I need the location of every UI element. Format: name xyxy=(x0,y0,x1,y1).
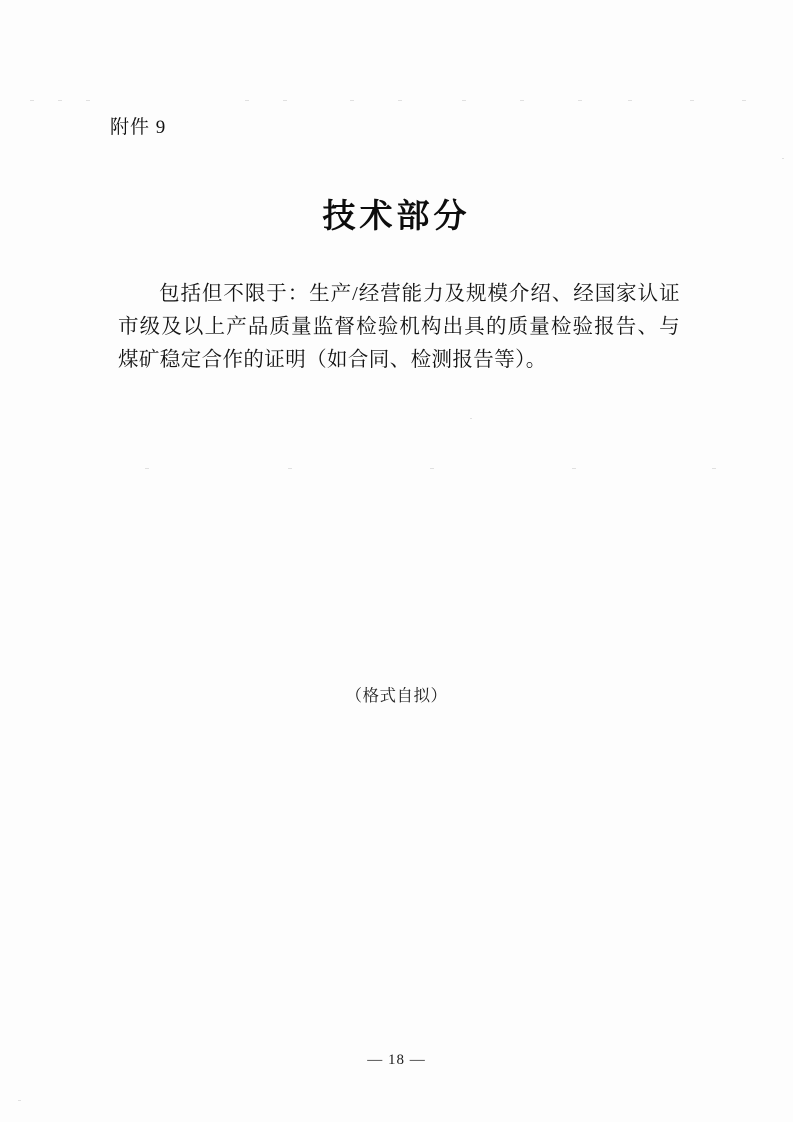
scan-speckles-right xyxy=(0,158,793,161)
scan-speckles-top xyxy=(0,100,793,103)
body-text-block xyxy=(118,278,680,377)
scan-speckles-low xyxy=(0,418,793,421)
page-number: — 18 — xyxy=(367,1052,426,1068)
page-title: 技术部分 xyxy=(322,199,471,235)
scan-speckles-middle xyxy=(0,468,793,471)
format-note: （格式自拟） xyxy=(345,686,448,705)
attachment-label: 附件 9 xyxy=(110,117,167,138)
scan-speckles-bottom xyxy=(0,1100,793,1103)
body-paragraph: 包括但不限于：生产/经营能力及规模介绍、经国家认证市级及以上产品质量监督检验机构出具的质量检验报告、与煤矿稳定合作的证明（如合同、检测报告等）。 xyxy=(118,283,680,371)
